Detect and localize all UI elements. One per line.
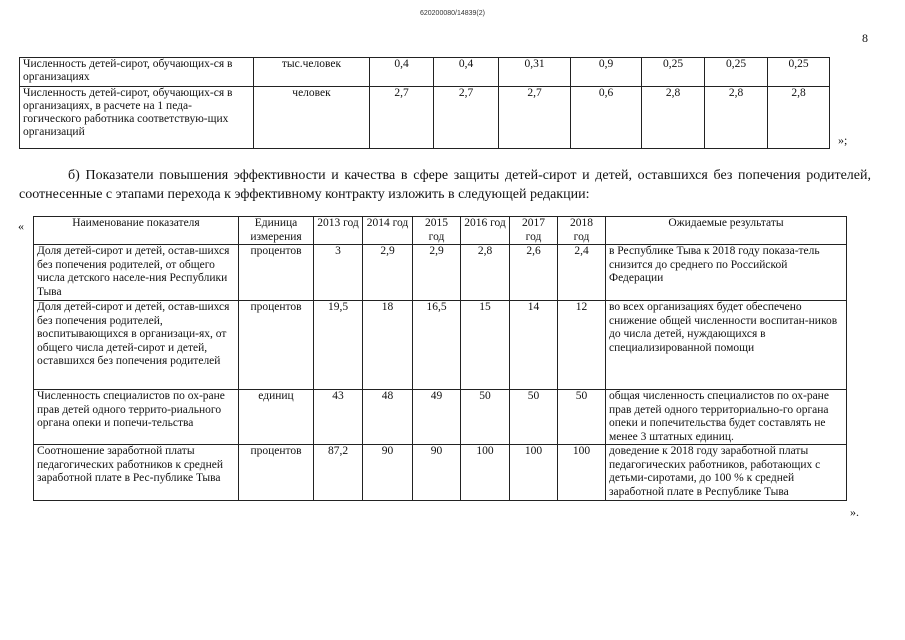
value-cell: 100	[558, 445, 606, 501]
result-cell: общая численность специалистов по ох-ране прав детей одного территориально-го органа опеки и попечительства будет составлять не менее 3 штатных единиц.	[606, 390, 847, 445]
header-year: 2015 год	[413, 217, 461, 245]
value-cell: 19,5	[314, 301, 363, 390]
value-cell: 100	[461, 445, 510, 501]
unit-cell: процентов	[239, 445, 314, 501]
indicator-name: Численность детей-сирот, обучающих-ся в организациях, в расчете на 1 педа-гогического работника соответствую-щих организаций	[20, 87, 254, 149]
value-cell: 2,6	[510, 245, 558, 301]
indicator-name: Доля детей-сирот и детей, остав-шихся без попечения родителей, воспитывающихся в организаци-ях, от общего числа детей-сирот и детей, оставшихся без попечения родителей	[34, 301, 239, 390]
value-cell: 50	[558, 390, 606, 445]
header-results: Ожидаемые результаты	[606, 217, 847, 245]
value-cell: 2,8	[642, 87, 705, 149]
value-cell: 0,25	[705, 58, 768, 87]
value-cell: 16,5	[413, 301, 461, 390]
value-cell: 100	[510, 445, 558, 501]
indicator-name: Доля детей-сирот и детей, остав-шихся без попечения родителей, от общего числа детского населе-ния Республики Тыва	[34, 245, 239, 301]
value-cell: 87,2	[314, 445, 363, 501]
closing-quote: ».	[850, 505, 859, 519]
value-cell: 90	[363, 445, 413, 501]
value-cell: 0,4	[370, 58, 434, 87]
unit-cell: процентов	[239, 301, 314, 390]
indicator-name: Численность специалистов по ох-ране прав детей одного террито-риального органа опеки и попечи-тельства	[34, 390, 239, 445]
value-cell: 0,25	[642, 58, 705, 87]
value-cell: 2,7	[434, 87, 499, 149]
result-cell: во всех организациях будет обеспечено снижение общей численности воспитан-ников до числа детей, нуждающихся в специализированной помощи	[606, 301, 847, 390]
value-cell: 3	[314, 245, 363, 301]
unit-cell: единиц	[239, 390, 314, 445]
value-cell: 0,4	[434, 58, 499, 87]
value-cell: 0,9	[571, 58, 642, 87]
header-year: 2013 год	[314, 217, 363, 245]
value-cell: 18	[363, 301, 413, 390]
table-row	[20, 58, 830, 87]
header-year: 2018 год	[558, 217, 606, 245]
value-cell: 2,8	[461, 245, 510, 301]
page-number: 8	[862, 31, 868, 45]
value-cell: 50	[461, 390, 510, 445]
value-cell: 43	[314, 390, 363, 445]
header-year: 2016 год	[461, 217, 510, 245]
unit-cell: человек	[254, 87, 370, 149]
value-cell: 0,6	[571, 87, 642, 149]
value-cell: 2,8	[705, 87, 768, 149]
value-cell: 2,9	[413, 245, 461, 301]
value-cell: 2,8	[768, 87, 830, 149]
body-paragraph: б) Показатели повышения эффективности и качества в сфере защиты детей-сирот и детей, оставшихся без попечения родителей, соотнесенные с этапами перехода к эффективному контракту изложить в следующей редакции:	[19, 168, 871, 202]
indicators-table-continued	[19, 57, 830, 149]
value-cell: 50	[510, 390, 558, 445]
value-cell: 14	[510, 301, 558, 390]
unit-cell: тыс.человек	[254, 58, 370, 87]
efficiency-indicators-table	[33, 216, 847, 501]
table-row	[34, 390, 847, 445]
header-year: 2017 год	[510, 217, 558, 245]
opening-quote: «	[18, 219, 24, 233]
value-cell: 12	[558, 301, 606, 390]
value-cell: 15	[461, 301, 510, 390]
header-name: Наименование показателя	[34, 217, 239, 245]
value-cell: 2,7	[370, 87, 434, 149]
indicator-name: Соотношение заработной платы педагогических работников к средней заработной плате в Рес-публике Тыва	[34, 445, 239, 501]
value-cell: 2,7	[499, 87, 571, 149]
value-cell: 0,31	[499, 58, 571, 87]
value-cell: 90	[413, 445, 461, 501]
value-cell: 2,4	[558, 245, 606, 301]
value-cell: 0,25	[768, 58, 830, 87]
result-cell: доведение к 2018 году заработной платы педагогических работников, работающих с детьми-сиротами, до 100 % к средней заработной плате в Республике Тыва	[606, 445, 847, 501]
table-row	[34, 245, 847, 301]
value-cell: 2,9	[363, 245, 413, 301]
table-row	[34, 445, 847, 501]
unit-cell: процентов	[239, 245, 314, 301]
header-unit: Единица измерения	[239, 217, 314, 245]
value-cell: 49	[413, 390, 461, 445]
indicator-name: Численность детей-сирот, обучающих-ся в организациях	[20, 58, 254, 87]
value-cell: 48	[363, 390, 413, 445]
table-row	[20, 87, 830, 149]
closing-quote: »;	[838, 133, 848, 147]
table-header-row	[34, 217, 847, 245]
header-year: 2014 год	[363, 217, 413, 245]
table-row	[34, 301, 847, 390]
result-cell: в Республике Тыва к 2018 году показа-тель снизится до среднего по Российской Федерации	[606, 245, 847, 301]
document-id: 620200080/14839(2)	[419, 10, 485, 17]
